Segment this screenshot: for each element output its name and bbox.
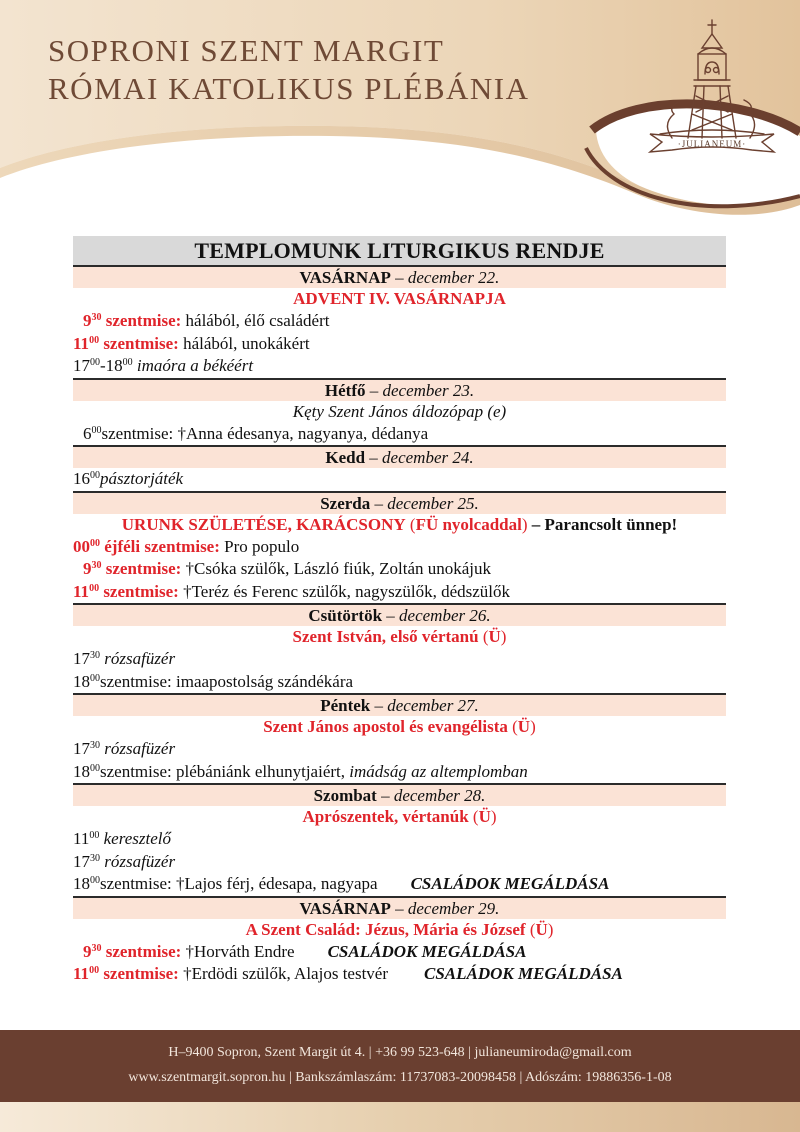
day-date: – december 24. (369, 448, 474, 467)
event-line: $17^{30}$ rózsafüzér (73, 851, 176, 871)
mass-time: $11^{00}$ szentmise: (73, 964, 179, 983)
event-line: $17^{00}-18^{00}$ imaóra a békéért (73, 356, 254, 375)
event-text: rózsafüzér (104, 851, 176, 871)
mass-intention: szentmise: plébániánk elhunytjaiért, (100, 761, 350, 781)
mass-time: $9^{30}$ szentmise: (83, 311, 182, 330)
day-header (73, 693, 726, 716)
day-header (73, 491, 726, 514)
feast-title: Szent János apostol és evangélista (Ü) (263, 717, 536, 736)
mass-intention: †Erdödi szülők, Alajos testvér (178, 964, 389, 983)
day-name: Péntek (320, 696, 371, 715)
feast-title: Szent István, első vértanú (Ü) (292, 627, 507, 646)
mass-intention: szentmise: †Anna édesanya, nagyanya, dédanya (101, 423, 429, 443)
mass-line (73, 963, 726, 986)
mass-line: $6^{00}szentmise$: †Anna édesanya, nagyanya, dédanya (83, 423, 429, 443)
mass-time: $9^{30}$ szentmise: (83, 941, 182, 961)
mass-intention: Pro populo (219, 536, 300, 556)
day-date: – december 22. (395, 268, 500, 287)
mass-intention: †Csóka szülők, László fiúk, Zoltán unokájuk (181, 559, 492, 578)
event-text: imaóra a békéért (132, 356, 254, 375)
feast-title: URUNK SZÜLETÉSE, KARÁCSONY (FÜ nyolcaddal) – Parancsolt ünnep! (121, 514, 678, 534)
day-header (73, 265, 726, 288)
day-name: Kedd (325, 448, 366, 467)
mass-line (73, 558, 726, 581)
day-header (73, 445, 726, 468)
event-text: rózsafüzér (104, 649, 176, 668)
mass-intention: †Teréz és Ferenc szülők, nagyszülők, dédszülők (178, 581, 510, 601)
mass-line (73, 581, 726, 604)
saint-memorial: Kęty Szent János áldozópap (e) (292, 401, 507, 421)
feast-title: ADVENT IV. VASÁRNAPJA (293, 289, 506, 308)
schedule-title: TEMPLOMUNK LITURGIKUS RENDJE (73, 236, 726, 265)
mass-intention: szentmise: imaapostolság szándékára (100, 671, 354, 691)
logo-caption: ·JULIANEUM· (677, 139, 747, 149)
mass-time: $11^{00}$ szentmise: (73, 333, 179, 353)
mass-line (73, 310, 726, 333)
mass-intention: hálából, élő családért (181, 311, 330, 330)
feast-obligation: – Parancsolt ünnep! (527, 514, 678, 534)
footer-contact: H–9400 Sopron, Szent Margit út 4. | +36 99 523-648 | julianeumiroda@gmail.com (168, 1045, 632, 1060)
mass-intention: szentmise: †Lajos férj, édesapa, nagyapa (100, 874, 378, 893)
day-name: VASÁRNAP (299, 898, 391, 918)
mass-line: $18^{00}szentmise$: plébániánk elhunytjaiért, imádság az altemplomban (73, 761, 528, 781)
blessing-note: CSALÁDOK MEGÁLDÁSA (410, 874, 610, 893)
day-date: – december 25. (374, 493, 479, 513)
day-date: – december 26. (386, 606, 491, 625)
liturgy-schedule (73, 236, 726, 986)
footer (0, 1030, 800, 1102)
mass-time: $11^{00}$ szentmise: (73, 581, 179, 601)
bottom-decor-band (0, 1102, 800, 1132)
footer-bank-info: www.szentmargit.sopron.hu | Bankszámlaszám: 11737083-20098458 | Adószám: 19886356-1-08 (128, 1070, 672, 1085)
day-date: – december 27. (374, 696, 479, 715)
day-name: Csütörtök (308, 606, 383, 625)
day-header (73, 896, 726, 919)
event-text: keresztelő (103, 829, 171, 848)
event-line: $16^{00}pásztorjáték$ (73, 469, 184, 488)
day-date: – december 29. (395, 898, 500, 918)
event-text: rózsafüzér (104, 739, 176, 758)
event-line: $17^{30}$ rózsafüzér (73, 649, 176, 668)
event-line: $11^{00}$ keresztelő (73, 829, 171, 848)
event-line: $17^{30}$ rózsafüzér (73, 739, 176, 758)
day-name: VASÁRNAP (299, 268, 391, 287)
day-name: Hétfő (324, 380, 366, 400)
blessing-note: CSALÁDOK MEGÁLDÁSA (327, 941, 527, 961)
day-header (73, 378, 726, 401)
mass-line (73, 536, 726, 559)
day-header (73, 783, 726, 806)
mass-time: $00^{00}$ éjféli szentmise: (73, 536, 220, 556)
day-name: Szombat (313, 786, 377, 805)
event-text: pásztorjáték (100, 469, 184, 488)
day-header (73, 603, 726, 626)
mass-intention: hálából, unokákért (178, 333, 310, 353)
mass-line (73, 333, 726, 356)
mass-line: $18^{00}szentmise$: imaapostolság szándékára (73, 671, 354, 691)
day-name: Szerda (320, 493, 371, 513)
day-date: – december 23. (369, 380, 475, 400)
mass-intention: †Horváth Endre (181, 941, 295, 961)
blessing-note: CSALÁDOK MEGÁLDÁSA (424, 964, 623, 983)
mass-time: $9^{30}$ szentmise: (83, 559, 182, 578)
parish-name-line1: SOPRONI SZENT MARGIT (48, 33, 445, 68)
mass-line (73, 941, 726, 964)
parish-name (48, 32, 530, 108)
mass-note: imádság az altemplomban (349, 761, 528, 781)
feast-title: A Szent Család: Jézus, Mária és József (Ü) (245, 919, 554, 939)
feast-title: Aprószentek, vértanúk (Ü) (302, 807, 497, 826)
parish-name-line2: RÓMAI KATOLIKUS PLÉBÁNIA (48, 71, 530, 106)
day-date: – december 28. (381, 786, 486, 805)
mass-line: $18^{00}szentmise$: †Lajos férj, édesapa, nagyapa CSALÁDOK MEGÁLDÁSA (73, 874, 610, 893)
